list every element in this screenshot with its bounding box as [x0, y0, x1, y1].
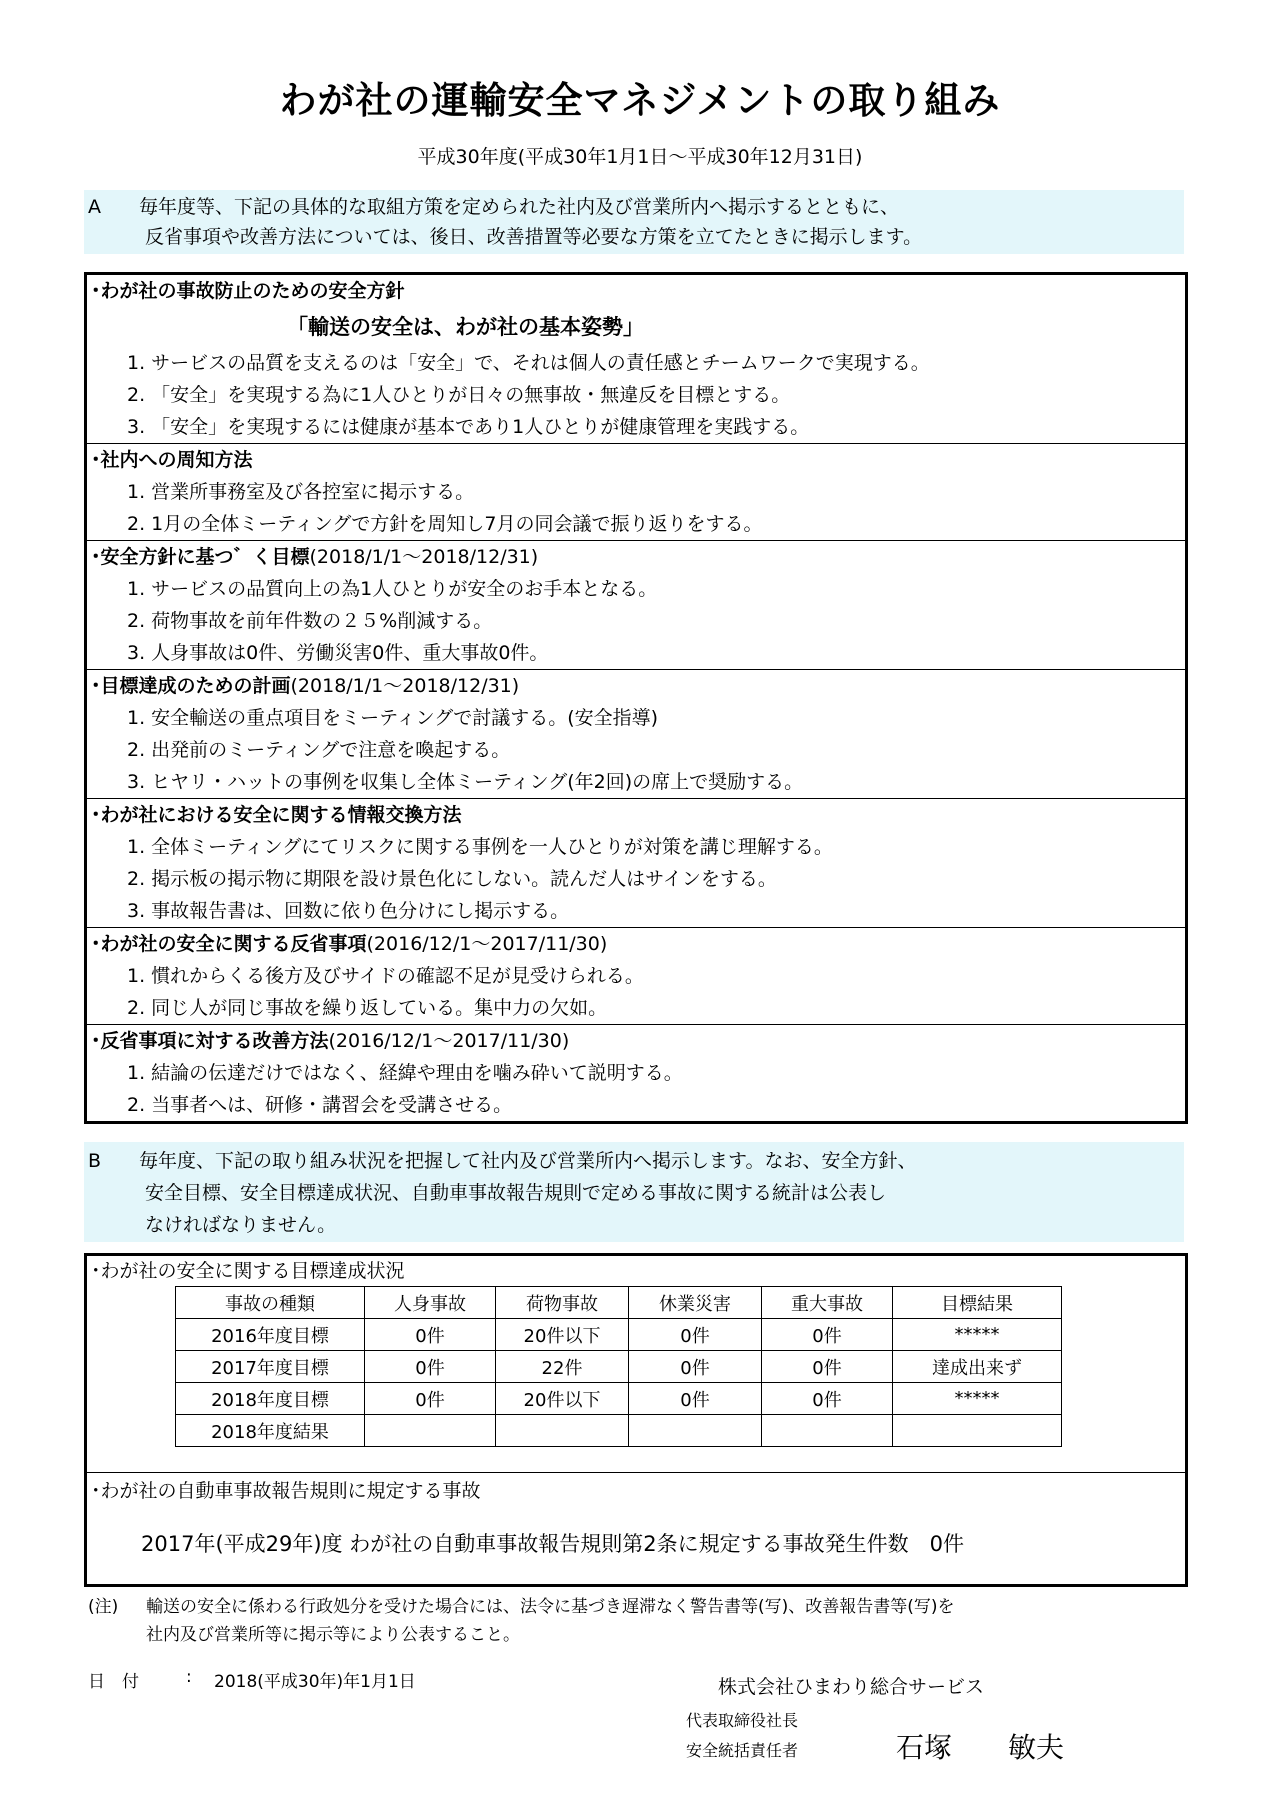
list-item: 2. 「安全」を実現する為に1人ひとりが日々の無事故・無違反を目標とする。: [127, 384, 791, 406]
table-cell: [762, 1415, 893, 1447]
table-cell: 0件: [365, 1351, 496, 1383]
table-row: [176, 1351, 1062, 1383]
list-item: 2. 出発前のミーティングで注意を喚起する。: [127, 739, 511, 761]
period: 平成30年度(平成30年1月1日～平成30年12月31日): [417, 146, 863, 168]
table-cell: [893, 1415, 1062, 1447]
section-b-line: B 毎年度、下記の取り組み状況を把握して社内及び営業所内へ掲示します。なお、安全方針、: [88, 1150, 917, 1172]
section-heading: ･わが社の安全に関する目標達成状況: [91, 1260, 405, 1282]
column-header: 荷物事故: [496, 1287, 629, 1319]
table-row: [176, 1383, 1062, 1415]
list-item: 2. 1月の全体ミーティングで方針を周知し7月の同会議で振り返りをする。: [127, 513, 763, 535]
list-item: 2. 当事者へは、研修・講習会を受講させる。: [127, 1094, 513, 1116]
results-table: [175, 1286, 1062, 1447]
policy-section: [87, 275, 1185, 444]
list-item: 1. 全体ミーティングにてリスクに関する事例を一人ひとりが対策を講じ理解する。: [127, 836, 833, 858]
reflection-section: [87, 928, 1185, 1025]
list-item: 1. サービスの品質向上の為1人ひとりが安全のお手本となる。: [127, 578, 658, 600]
accidents-section: [87, 1474, 1185, 1584]
section-heading: ･わが社の自動車事故報告規則に規定する事故: [91, 1480, 481, 1502]
table-cell: 0件: [629, 1351, 762, 1383]
column-header: 休業災害: [629, 1287, 762, 1319]
announcement-section: [87, 444, 1185, 541]
section-heading: ･安全方針に基つ゛く目標(2018/1/1～2018/12/31): [91, 546, 539, 568]
list-item: 1. サービスの品質を支えるのは「安全」で、それは個人の責任感とチームワークで実現する。: [127, 352, 930, 374]
list-item: 2. 同じ人が同じ事故を繰り返している。集中力の欠如。: [127, 997, 608, 1019]
accident-statement: 2017年(平成29年)度 わが社の自動車事故報告規則第2条に規定する事故発生件数 0件: [141, 1532, 964, 1556]
table-cell: 20件以下: [496, 1319, 629, 1351]
results-section: [87, 1256, 1185, 1473]
list-item: 1. 安全輸送の重点項目をミーティングで討議する。(安全指導): [127, 707, 659, 729]
list-item: 1. 結論の伝達だけではなく、経緯や理由を噛み砕いて説明する。: [127, 1062, 683, 1084]
section-b-notice: [84, 1142, 1184, 1242]
table-cell: 20件以下: [496, 1383, 629, 1415]
table-cell: 2016年度目標: [176, 1319, 365, 1351]
table-cell: 達成出来ず: [893, 1351, 1062, 1383]
table-cell: [629, 1415, 762, 1447]
table-cell: 2017年度目標: [176, 1351, 365, 1383]
section-a-notice: [84, 190, 1184, 254]
date-value: 2018(平成30年)年1月1日: [214, 1672, 416, 1692]
list-item: 2. 荷物事故を前年件数の２５%削減する。: [127, 610, 493, 632]
note-line: 輸送の安全に係わる行政処分を受けた場合には、法令に基づき遅滞なく警告書等(写)、改善報告書等(写)を: [146, 1597, 955, 1617]
table-cell: 0件: [629, 1383, 762, 1415]
list-item: 2. 掲示板の掲示物に期限を設け景色化にしない。読んだ人はサインをする。: [127, 868, 777, 890]
section-heading: ･社内への周知方法: [91, 449, 253, 471]
company-name: 株式会社ひまわり総合サービス: [718, 1676, 985, 1698]
section-heading: ･わが社の事故防止のための安全方針: [91, 280, 405, 302]
table-cell: 0件: [762, 1383, 893, 1415]
date-label: 日 付: [88, 1672, 139, 1692]
improvement-section: [87, 1025, 1185, 1121]
table-header-row: [176, 1287, 1062, 1319]
page-title: わが社の運輸安全マネジメントの取り組み: [279, 79, 1001, 122]
section-b-line: 安全目標、安全目標達成状況、自動車事故報告規則で定める事故に関する統計は公表し: [88, 1182, 887, 1204]
goals-section: [87, 541, 1185, 670]
table-cell: 22件: [496, 1351, 629, 1383]
section-heading: ･わが社における安全に関する情報交換方法: [91, 804, 462, 826]
table-cell: *****: [893, 1383, 1062, 1415]
column-header: 事故の種類: [176, 1287, 365, 1319]
signer-name: 石塚 敏夫: [896, 1731, 1065, 1764]
table-cell: 0件: [365, 1319, 496, 1351]
table-row: [176, 1319, 1062, 1351]
section-heading: ･目標達成のための計画(2018/1/1～2018/12/31): [91, 675, 520, 697]
results-box: [84, 1253, 1188, 1587]
table-cell: 2018年度目標: [176, 1383, 365, 1415]
table-cell: [365, 1415, 496, 1447]
column-header: 目標結果: [893, 1287, 1062, 1319]
list-item: 3. 事故報告書は、回数に依り色分けにし掲示する。: [127, 900, 570, 922]
table-cell: 0件: [762, 1351, 893, 1383]
list-item: 3. ヒヤリ・ハットの事例を収集し全体ミーティング(年2回)の席上で奨励する。: [127, 771, 804, 793]
section-a-line: 反省事項や改善方法については、後日、改善措置等必要な方策を立てたときに掲示します。: [88, 226, 923, 248]
plan-section: [87, 670, 1185, 799]
table-cell: 0件: [762, 1319, 893, 1351]
policy-box: [84, 272, 1188, 1124]
list-item: 3. 「安全」を実現するには健康が基本であり1人ひとりが健康管理を実践する。: [127, 416, 810, 438]
policy-slogan: 「輸送の安全は、わが社の基本姿勢」: [287, 315, 644, 339]
section-heading: ･わが社の安全に関する反省事項(2016/12/1～2017/11/30): [91, 933, 608, 955]
info-exchange-section: [87, 799, 1185, 928]
table-row: [176, 1415, 1062, 1447]
column-header: 重大事故: [762, 1287, 893, 1319]
section-b-line: なければなりません。: [88, 1214, 337, 1236]
list-item: 3. 人身事故は0件、労働災害0件、重大事故0件。: [127, 642, 549, 664]
section-a-line: A 毎年度等、下記の具体的な取組方策を定められた社内及び営業所内へ掲示するとともに、: [88, 196, 900, 218]
date-separator: :: [186, 1667, 192, 1687]
list-item: 1. 営業所事務室及び各控室に掲示する。: [127, 481, 475, 503]
table-cell: [496, 1415, 629, 1447]
column-header: 人身事故: [365, 1287, 496, 1319]
table-cell: 0件: [629, 1319, 762, 1351]
note-line: 社内及び営業所等に掲示等により公表すること。: [146, 1625, 520, 1645]
list-item: 1. 慣れからくる後方及びサイドの確認不足が見受けられる。: [127, 965, 644, 987]
table-cell: 0件: [365, 1383, 496, 1415]
table-cell: 2018年度結果: [176, 1415, 365, 1447]
table-cell: *****: [893, 1319, 1062, 1351]
signer-title-safety-manager: 安全統括責任者: [686, 1741, 799, 1760]
note-label: (注): [88, 1597, 119, 1617]
signer-title-president: 代表取締役社長: [686, 1711, 799, 1730]
section-heading: ･反省事項に対する改善方法(2016/12/1～2017/11/30): [91, 1030, 570, 1052]
